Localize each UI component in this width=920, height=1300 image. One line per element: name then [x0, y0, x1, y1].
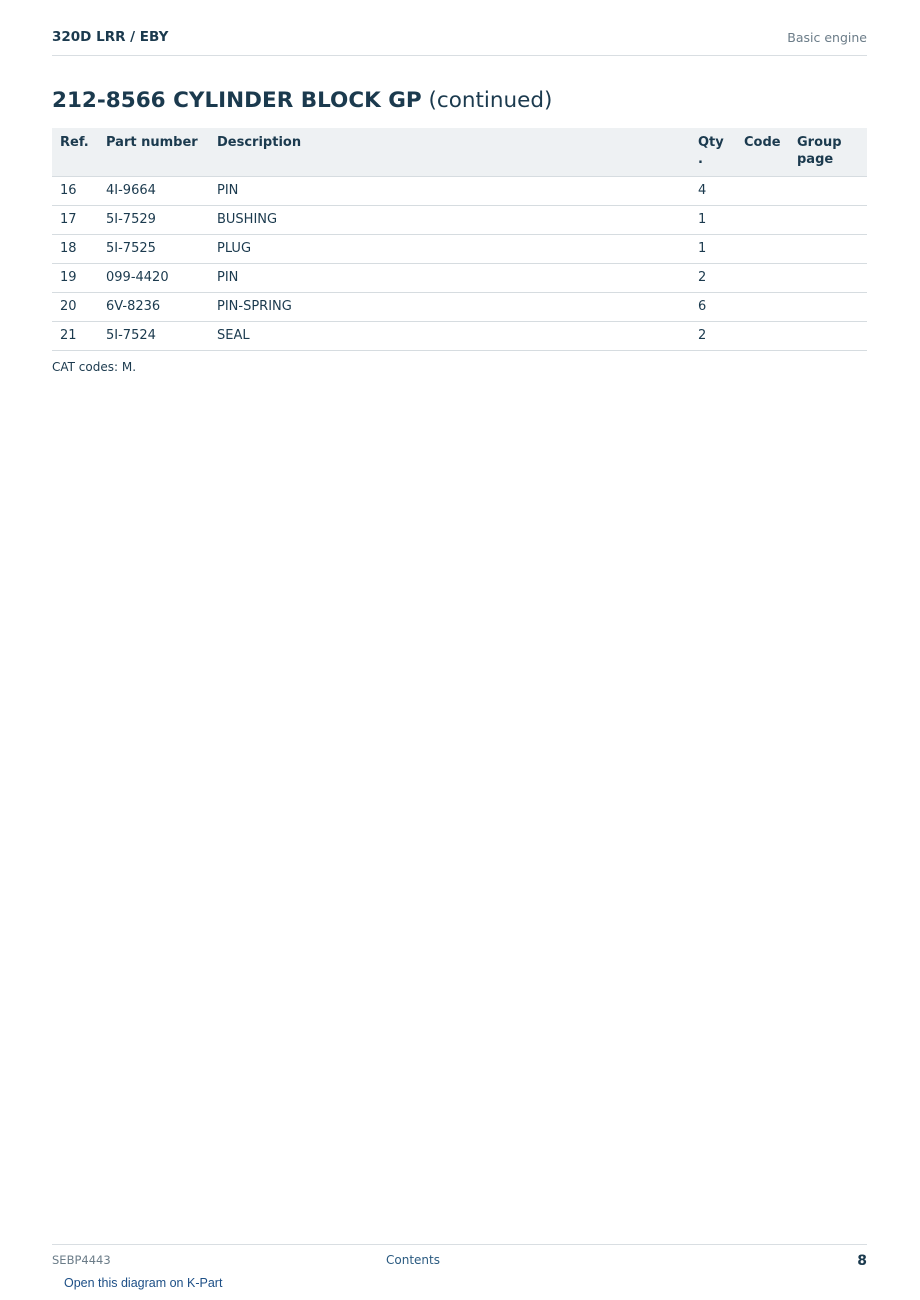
column-header-ref: Ref.	[52, 128, 98, 177]
column-header-part-number: Part number	[98, 128, 209, 177]
cell-part-number: 5I-7524	[98, 322, 209, 351]
cell-description: PLUG	[209, 235, 690, 264]
page-number: 8	[857, 1253, 867, 1269]
cell-ref: 19	[52, 264, 98, 293]
title-part-group: 212-8566 CYLINDER BLOCK GP	[52, 88, 422, 113]
cell-part-number: 4I-9664	[98, 177, 209, 206]
cell-code	[736, 264, 789, 293]
parts-table	[52, 128, 867, 351]
page-title	[52, 88, 552, 113]
column-header-code: Code	[736, 128, 789, 177]
cell-group-page	[789, 177, 867, 206]
cell-qty: 4	[690, 177, 736, 206]
cell-ref: 17	[52, 206, 98, 235]
cell-code	[736, 293, 789, 322]
cell-group-page	[789, 293, 867, 322]
table-row	[52, 177, 867, 206]
cell-group-page	[789, 235, 867, 264]
column-header-group-page: Group page	[789, 128, 867, 177]
cell-qty: 1	[690, 206, 736, 235]
cell-ref: 20	[52, 293, 98, 322]
cell-ref: 18	[52, 235, 98, 264]
column-header-qty: Qty .	[690, 128, 736, 177]
cell-description: PIN-SPRING	[209, 293, 690, 322]
cell-qty: 1	[690, 235, 736, 264]
cell-description: PIN	[209, 264, 690, 293]
cell-code	[736, 235, 789, 264]
table-row	[52, 264, 867, 293]
table-row	[52, 293, 867, 322]
table-row	[52, 235, 867, 264]
cell-ref: 16	[52, 177, 98, 206]
cell-code	[736, 206, 789, 235]
cell-group-page	[789, 264, 867, 293]
title-continued: (continued)	[428, 88, 553, 113]
cell-code	[736, 177, 789, 206]
cell-group-page	[789, 322, 867, 351]
cell-qty: 2	[690, 264, 736, 293]
cell-part-number: 5I-7525	[98, 235, 209, 264]
open-k-part-link[interactable]: Open this diagram on K-Part	[64, 1276, 223, 1290]
table-header-row	[52, 128, 867, 177]
cat-codes-note: CAT codes: M.	[52, 360, 137, 374]
cell-qty: 6	[690, 293, 736, 322]
page-header	[52, 29, 867, 56]
cell-description: PIN	[209, 177, 690, 206]
column-header-description: Description	[209, 128, 690, 177]
cell-part-number: 6V-8236	[98, 293, 209, 322]
document-id: SEBP4443	[52, 1253, 111, 1267]
contents-link[interactable]: Contents	[386, 1253, 440, 1267]
cell-ref: 21	[52, 322, 98, 351]
table-row	[52, 322, 867, 351]
cell-code	[736, 322, 789, 351]
section-name: Basic engine	[787, 30, 867, 45]
cell-group-page	[789, 206, 867, 235]
cell-part-number: 5I-7529	[98, 206, 209, 235]
cell-description: BUSHING	[209, 206, 690, 235]
cell-description: SEAL	[209, 322, 690, 351]
model-identifier: 320D LRR / EBY	[52, 29, 169, 45]
table-row	[52, 206, 867, 235]
cell-qty: 2	[690, 322, 736, 351]
cell-part-number: 099-4420	[98, 264, 209, 293]
page-footer	[52, 1244, 867, 1275]
